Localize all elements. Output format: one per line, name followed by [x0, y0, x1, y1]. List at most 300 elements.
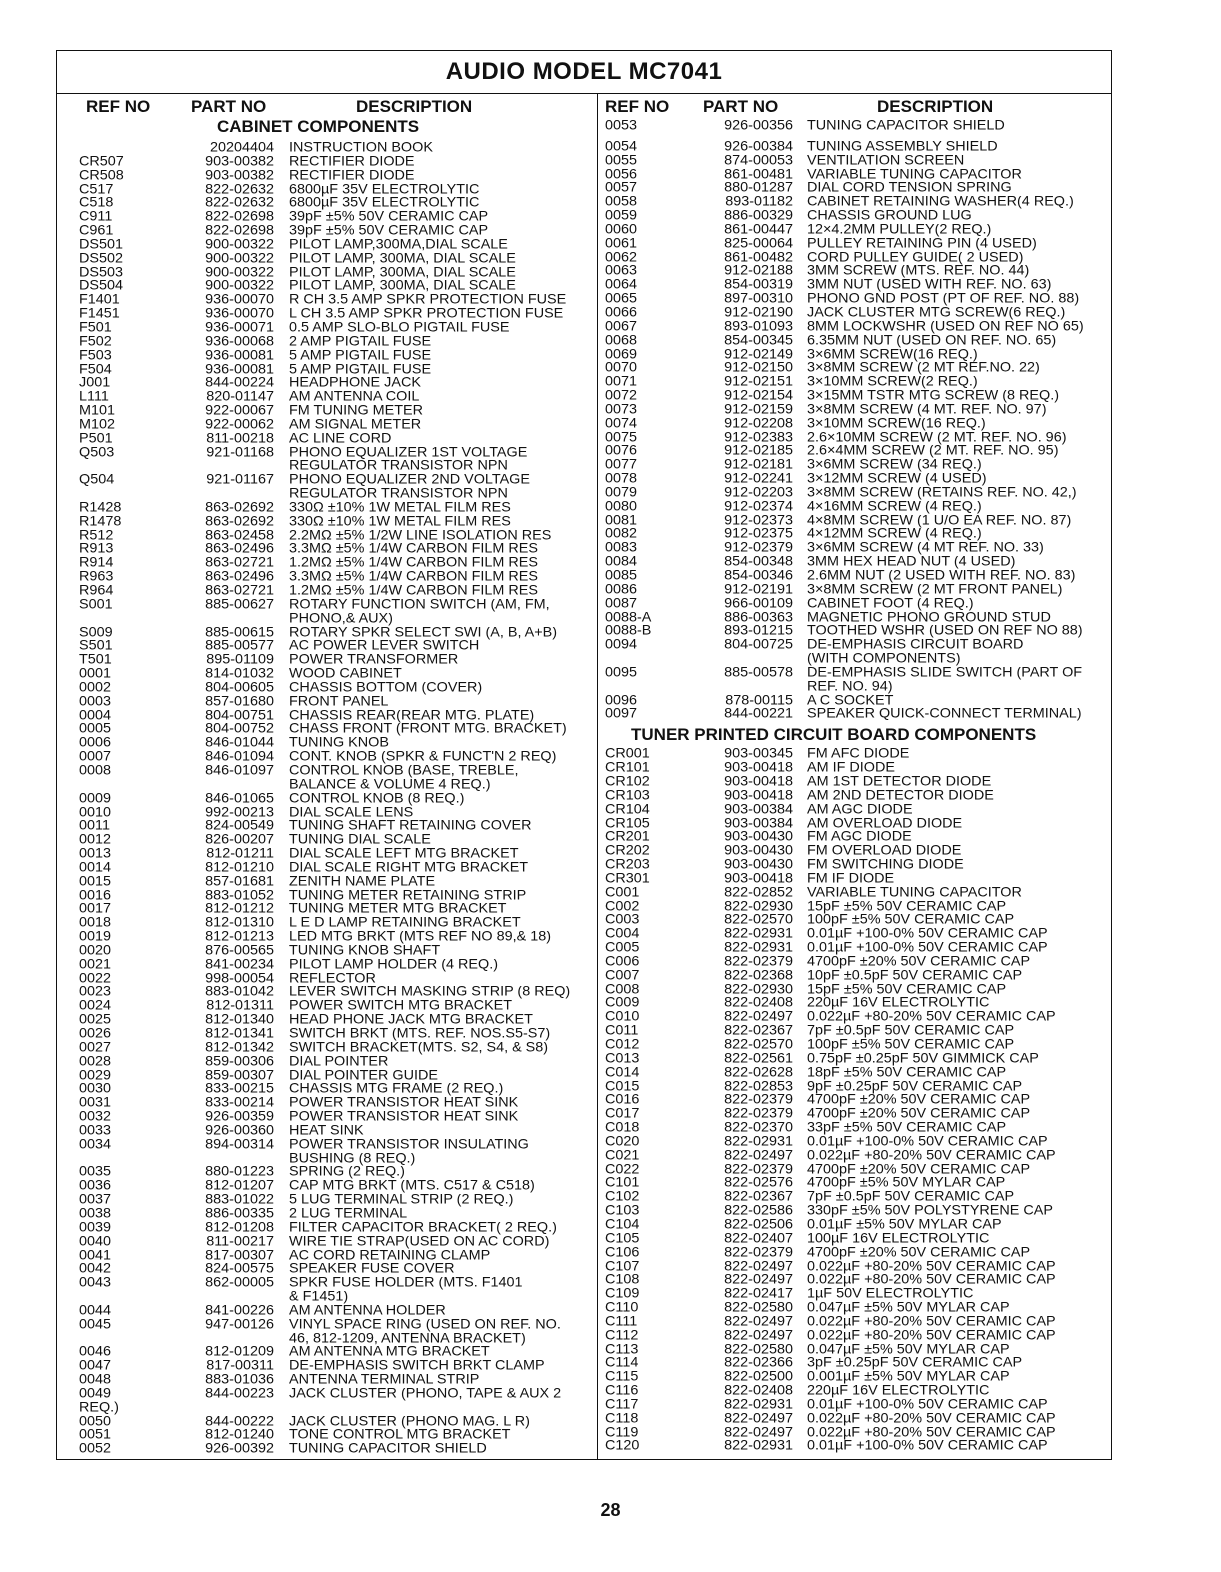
description: 39pF ±5% 50V CERAMIC CAP	[289, 211, 489, 225]
description: L CH 3.5 AMP SPKR PROTECTION FUSE	[289, 308, 564, 322]
part-no: 900-00322	[205, 278, 274, 294]
ref-no: 0025	[79, 1012, 112, 1028]
part-no: 903-00430	[724, 857, 793, 873]
part-no: 966-00109	[724, 595, 793, 611]
table-row	[599, 376, 1111, 389]
description: 0.047µF ±5% 50V MYLAR CAP	[807, 1302, 1010, 1316]
ref-no: 0004	[79, 707, 112, 723]
part-no: 846-01044	[205, 735, 274, 751]
ref-no: R964	[79, 583, 114, 599]
table-row	[599, 346, 1111, 362]
ref-no: DS503	[79, 264, 124, 280]
part-no: 874-00053	[724, 152, 793, 168]
ref-no: CR508	[79, 167, 124, 183]
part-no: 812-01311	[206, 998, 274, 1014]
part-no: 841-00226	[205, 1302, 274, 1319]
ref-no: C016	[605, 1092, 640, 1108]
description: TUNING METER RETAINING STRIP	[289, 889, 527, 903]
table-row	[57, 859, 595, 876]
description: 2.6MM NUT (2 USED WITH REF. NO. 83)	[807, 570, 1076, 584]
part-no: 903-00345	[724, 746, 793, 762]
part-no: 812-01240	[205, 1427, 274, 1443]
part-no: 811-00218	[206, 430, 274, 447]
description: TUNING METER MTG BRACKET	[289, 903, 507, 917]
description: 15pF ±5% 50V CERAMIC CAP	[807, 983, 1007, 997]
part-no: 880-01287	[724, 180, 793, 196]
ref-no: Q503	[79, 444, 115, 460]
description: 2 LUG TERMINAL	[289, 1207, 408, 1222]
table-row	[599, 1219, 1111, 1232]
part-no: 903-00418	[724, 870, 793, 887]
part-no: 812-01341	[205, 1026, 274, 1042]
part-no	[171, 613, 289, 626]
part-no-header: PART NO	[703, 97, 779, 116]
ref-no: C002	[605, 898, 640, 914]
description: PILOT LAMP,300MA,DIAL SCALE	[289, 238, 508, 253]
description: CHASSIS MTG FRAME (2 REQ.)	[289, 1083, 504, 1097]
ref-no: L111	[79, 389, 109, 405]
description-header: DESCRIPTION	[356, 97, 473, 116]
description: 4700pF ±20% 50V CERAMIC CAP	[807, 1108, 1031, 1122]
part-no: 936-00068	[205, 333, 274, 350]
ref-no: F504	[79, 361, 112, 377]
table-row	[57, 1413, 595, 1429]
description: 39pF ±5% 50V CERAMIC CAP	[289, 225, 489, 239]
part-no: 822-02930	[724, 898, 793, 914]
table-row	[57, 682, 595, 695]
table-row	[57, 596, 595, 613]
description: 0.01µF +100-0% 50V CERAMIC CAP	[807, 1135, 1048, 1150]
table-row	[57, 585, 595, 598]
ref-no: C020	[605, 1134, 640, 1150]
table-row	[599, 429, 1111, 445]
table-row	[57, 557, 595, 570]
description: A C SOCKET	[807, 694, 894, 708]
description: TUNING CAPACITOR SHIELD	[807, 120, 1005, 134]
part-no: 883-01052	[205, 887, 274, 903]
table-row	[599, 152, 1111, 168]
part-no: 822-02370	[724, 1120, 793, 1136]
part-no: 863-02692	[205, 500, 274, 516]
description: 0.001µF ±5% 50V MYLAR CAP	[807, 1371, 1010, 1385]
description: 0.022µF +80-20% 50V CERAMIC CAP	[807, 1274, 1056, 1288]
ref-no	[57, 460, 171, 473]
description: LED MTG BRKT (MTS REF NO 89,& 18)	[289, 931, 552, 945]
part-no: 926-00359	[205, 1109, 274, 1125]
description: DIAL POINTER GUIDE	[289, 1069, 438, 1083]
part-no: 854-00346	[724, 568, 793, 584]
part-no: 804-00751	[205, 707, 274, 723]
part-no: 926-00356	[724, 118, 793, 134]
table-row	[57, 624, 595, 640]
description: FM OVERLOAD DIODE	[807, 845, 962, 859]
part-no: 912-02190	[724, 305, 793, 321]
table-row	[57, 322, 595, 335]
part-no: 912-02379	[724, 540, 793, 556]
table-row	[599, 279, 1111, 292]
part-no: 912-02150	[724, 360, 793, 376]
part-no: 20204404	[209, 140, 274, 156]
part-no: 822-02580	[724, 1341, 793, 1357]
table-row	[57, 1000, 595, 1013]
description: MAGNETIC PHONO GROUND STUD	[807, 611, 1051, 625]
part-no: 903-00430	[724, 843, 793, 859]
table-row	[57, 1277, 595, 1290]
part-no: 912-02375	[724, 526, 793, 542]
description: DIAL SCALE LENS	[289, 806, 414, 820]
table-row	[599, 1064, 1111, 1080]
table-row	[57, 668, 595, 681]
description: AM IF DIODE	[807, 762, 895, 776]
part-no: 822-02367	[724, 1023, 793, 1039]
part-no: 822-02408	[724, 1383, 793, 1399]
description-header: DESCRIPTION	[877, 97, 994, 116]
table-row	[599, 762, 1111, 775]
description: 5 LUG TERMINAL STRIP (2 REQ.)	[289, 1194, 514, 1208]
part-no: 822-02366	[724, 1355, 793, 1371]
part-no: 844-00224	[205, 375, 274, 391]
description: 0.022µF +80-20% 50V CERAMIC CAP	[807, 1260, 1056, 1274]
description: TUNING ASSEMBLY SHIELD	[807, 140, 998, 154]
description: 7pF ±0.5pF 50V CERAMIC CAP	[807, 1025, 1015, 1039]
part-no: 822-02930	[724, 981, 793, 997]
description: HEAT SINK	[289, 1124, 364, 1139]
part-no: 912-02383	[724, 429, 793, 445]
part-no: 912-02241	[724, 471, 793, 487]
description: 3.3MΩ ±5% 1/4W CARBON FILM RES	[289, 543, 538, 557]
ref-no: 0048	[79, 1372, 112, 1388]
ref-no: 0024	[79, 998, 112, 1014]
description: WOOD CABINET	[289, 668, 402, 682]
description: 4×16MM SCREW (4 REQ.)	[807, 500, 982, 514]
table-row	[599, 1440, 1111, 1453]
table-row	[599, 120, 1111, 133]
ref-no: 0033	[79, 1123, 112, 1139]
table-row	[599, 787, 1111, 804]
table-row	[599, 928, 1111, 941]
ref-no: 0079	[605, 485, 638, 501]
description: 0.01µF ±5% 50V MYLAR CAP	[807, 1218, 1002, 1233]
description: 330Ω ±10% 1W METAL FILM RES	[289, 515, 511, 529]
part-no: 822-02853	[724, 1078, 793, 1094]
part-no: 893-01215	[724, 623, 793, 639]
description: PILOT LAMP, 300MA, DIAL SCALE	[289, 280, 516, 294]
description: HEAD PHONE JACK MTG BRACKET	[289, 1014, 533, 1028]
ref-no	[57, 779, 171, 792]
part-no: 822-02570	[724, 912, 793, 928]
ref-no: 0014	[79, 859, 112, 876]
table-row	[599, 1205, 1111, 1218]
table-row	[57, 1388, 595, 1401]
part-no: 822-02628	[724, 1064, 793, 1080]
description: 3×8MM SCREW (RETAINS REF. NO. 42,)	[807, 486, 1077, 501]
description: 3pF ±0.25pF 50V CERAMIC CAP	[807, 1357, 1023, 1371]
description: TUNING DIAL SCALE	[289, 834, 431, 848]
ref-no: 0059	[605, 208, 638, 224]
description: L E D LAMP RETAINING BRACKET	[289, 917, 521, 931]
description: 15pF ±5% 50V CERAMIC CAP	[807, 900, 1007, 914]
ref-no: 0074	[605, 415, 638, 432]
table-row	[57, 1374, 595, 1387]
ref-no: 0023	[79, 984, 112, 1000]
part-no: 921-01168	[206, 444, 274, 460]
ref-no: 0087	[605, 595, 638, 611]
table-row	[599, 1313, 1111, 1330]
description: AM ANTENNA MTG BRACKET	[289, 1346, 490, 1360]
part-no: 822-02379	[724, 954, 793, 970]
part-no: 863-02496	[205, 541, 274, 557]
ref-no: 0055	[605, 152, 638, 168]
ref-no: 0062	[605, 249, 638, 265]
description: POWER TRANSFORMER	[289, 654, 459, 668]
ref-no: 0051	[79, 1427, 112, 1443]
table-row	[599, 196, 1111, 209]
parts-list-frame	[56, 50, 1112, 1460]
table-row	[57, 474, 595, 487]
description: CHASSIS REAR(REAR MTG. PLATE)	[289, 709, 535, 723]
part-no: 886-00363	[724, 609, 793, 625]
description: 0.01µF +100-0% 50V CERAMIC CAP	[807, 942, 1048, 956]
part-no: 903-00430	[724, 829, 793, 845]
table-row	[57, 250, 595, 267]
description: 3×10MM SCREW(2 REQ.)	[807, 376, 978, 390]
table-row	[599, 415, 1111, 432]
ref-no: C120	[605, 1438, 640, 1454]
part-no: 822-02497	[724, 1327, 793, 1344]
part-no: 804-00605	[205, 680, 274, 696]
table-row	[599, 639, 1111, 652]
table-row	[599, 1424, 1111, 1440]
ref-no: C108	[605, 1272, 640, 1288]
table-row	[599, 1410, 1111, 1427]
table-row	[57, 1097, 595, 1110]
table-row	[57, 613, 595, 626]
table-row	[57, 1291, 595, 1304]
description: PHONO EQUALIZER 2ND VOLTAGE	[289, 474, 530, 488]
part-no: 822-02576	[724, 1175, 793, 1191]
table-row	[599, 528, 1111, 541]
part-no: 812-01211	[206, 846, 274, 862]
description: 0.022µF +80-20% 50V CERAMIC CAP	[807, 1329, 1056, 1343]
description: 6800µF 35V ELECTROLYTIC	[289, 183, 480, 197]
ref-no: C004	[605, 926, 640, 942]
ref-no: 0072	[605, 388, 638, 404]
table-row	[599, 1258, 1111, 1274]
table-row	[599, 967, 1111, 984]
table-row	[57, 917, 595, 930]
part-no: 854-00348	[724, 554, 793, 570]
table-row	[599, 581, 1111, 598]
table-row	[57, 333, 595, 350]
part-no: 822-02931	[724, 1134, 793, 1150]
description: SPEAKER FUSE COVER	[289, 1263, 455, 1277]
description: 10pF ±0.5pF 50V CERAMIC CAP	[807, 969, 1023, 983]
description: DIAL SCALE RIGHT MTG BRACKET	[289, 861, 529, 876]
table-row	[57, 361, 595, 377]
description: POWER TRANSISTOR HEAT SINK	[289, 1111, 519, 1125]
column-divider	[597, 93, 598, 1459]
table-row	[57, 654, 595, 667]
ref-no: 0032	[79, 1109, 112, 1125]
part-no: 903-00384	[724, 801, 793, 817]
part-no: 885-00578	[724, 665, 793, 681]
ref-no: R1478	[79, 513, 122, 530]
part-no: 822-02407	[724, 1230, 793, 1247]
table-row	[57, 502, 595, 515]
table-row	[599, 997, 1111, 1010]
table-row	[57, 513, 595, 530]
table-row	[599, 362, 1111, 375]
part-no: 822-02931	[724, 940, 793, 956]
table-row	[57, 640, 595, 653]
table-row	[599, 870, 1111, 887]
ref-no: CR001	[605, 746, 650, 762]
table-row	[599, 815, 1111, 831]
ref-no: C118	[605, 1410, 639, 1427]
table-row	[599, 1288, 1111, 1301]
ref-no: 0038	[79, 1206, 112, 1222]
table-row	[599, 512, 1111, 528]
table-row	[599, 1191, 1111, 1204]
description: PILOT LAMP HOLDER (4 REQ.)	[289, 958, 498, 972]
part-no: 812-01342	[205, 1039, 274, 1056]
part-no: 926-00392	[205, 1441, 274, 1457]
description: 3×8MM SCREW (4 MT. REF. NO. 97)	[807, 403, 1047, 418]
ref-no: 0019	[79, 929, 112, 945]
table-row	[57, 1083, 595, 1096]
ref-no: 0015	[79, 873, 112, 890]
ref-no: 0086	[605, 581, 638, 598]
description: POWER SWITCH MTG BRACKET	[289, 1000, 513, 1014]
table-row	[57, 834, 595, 847]
part-no: 822-02497	[724, 1147, 793, 1164]
part-no: 863-02721	[205, 583, 274, 599]
description: & F1451)	[289, 1291, 349, 1305]
part-no: 820-01147	[206, 389, 274, 405]
part-no: 922-00067	[205, 403, 274, 419]
description: AM ANTENNA COIL	[289, 391, 420, 405]
part-no: 926-00384	[724, 138, 793, 155]
description: 33pF ±5% 50V CERAMIC CAP	[807, 1122, 1007, 1136]
description: REF. NO. 94)	[807, 680, 893, 694]
part-no: 998-00054	[205, 970, 274, 986]
description: FM AFC DIODE	[807, 748, 910, 762]
table-row	[57, 1208, 595, 1221]
ref-no: 0001	[79, 666, 112, 682]
description: 5 AMP PIGTAIL FUSE	[289, 349, 432, 363]
ref-no: T501	[79, 652, 112, 668]
ref-no: C117	[605, 1397, 639, 1413]
description: AM ANTENNA HOLDER	[289, 1304, 446, 1319]
ref-no: 0083	[605, 540, 638, 556]
ref-no: C113	[605, 1341, 639, 1357]
table-row	[599, 1385, 1111, 1398]
table-row	[599, 1302, 1111, 1315]
description: VINYL SPACE RING (USED ON REF. NO.	[289, 1318, 561, 1332]
ref-no: C116	[605, 1383, 639, 1399]
left-column	[57, 95, 595, 1457]
table-row	[599, 1274, 1111, 1287]
description: CHASSIS BOTTOM (COVER)	[289, 681, 483, 696]
description: 6800µF 35V ELECTROLYTIC	[289, 197, 480, 211]
ref-no: 0006	[79, 735, 112, 751]
description: 3MM HEX HEAD NUT (4 USED)	[807, 556, 1016, 570]
description: AC POWER LEVER SWITCH	[289, 640, 480, 654]
part-no: 822-02497	[724, 1410, 793, 1427]
ref-no: 0042	[79, 1261, 112, 1277]
ref-no: M102	[79, 416, 115, 433]
right-column-header	[599, 95, 1111, 117]
part-no: 903-00418	[724, 760, 793, 776]
ref-no: 0067	[605, 318, 638, 335]
table-row	[599, 1327, 1111, 1344]
ref-no: C003	[605, 912, 640, 928]
part-no: 822-02497	[724, 1313, 793, 1330]
part-no: 912-02374	[724, 498, 793, 515]
description: AM 2ND DETECTOR DIODE	[807, 789, 994, 803]
description: 3×12MM SCREW (4 USED)	[807, 473, 987, 487]
description: INSTRUCTION BOOK	[289, 142, 433, 156]
table-row	[599, 332, 1111, 348]
description: 0.022µF +80-20% 50V CERAMIC CAP	[807, 1011, 1056, 1025]
ref-no: C013	[605, 1050, 640, 1067]
ref-no: 0063	[605, 263, 638, 279]
table-row	[57, 527, 595, 543]
table-row	[57, 1399, 595, 1416]
part-no: 863-02458	[205, 527, 274, 543]
ref-no: R512	[79, 527, 114, 543]
table-row	[57, 737, 595, 750]
ref-no: P501	[79, 430, 113, 447]
table-row	[57, 903, 595, 916]
description: TOOTHED WSHR (USED ON REF NO 88)	[807, 625, 1083, 639]
ref-no: C110	[605, 1300, 639, 1316]
ref-no: 0066	[605, 305, 638, 321]
ref-no: 0073	[605, 401, 638, 418]
table-row	[57, 693, 595, 710]
table-row	[599, 801, 1111, 817]
table-row	[57, 1125, 595, 1138]
table-row	[599, 942, 1111, 955]
description: ROTARY FUNCTION SWITCH (AM, FM,	[289, 598, 550, 612]
part-no: 859-00306	[205, 1053, 274, 1069]
ref-no: 0065	[605, 291, 638, 307]
description: 2.6×4MM SCREW (2 MT. REF. NO. 95)	[807, 445, 1059, 459]
part-no: 936-00070	[205, 292, 274, 308]
part-no: 804-00752	[205, 721, 274, 737]
ref-no: 0070	[605, 360, 638, 376]
ref-no: C105	[605, 1230, 640, 1247]
table-row	[57, 197, 595, 210]
part-no: 812-01212	[205, 901, 274, 917]
table-row	[57, 945, 595, 958]
part-no: 804-00725	[724, 637, 793, 653]
part-no	[695, 681, 807, 694]
ref-no: 0029	[79, 1067, 112, 1083]
ref-no: 0044	[79, 1302, 112, 1319]
table-row	[57, 1053, 595, 1069]
table-row	[57, 1219, 595, 1236]
description: 6.35MM NUT (USED ON REF. NO. 65)	[807, 334, 1057, 348]
ref-no: 0082	[605, 526, 638, 542]
ref-no: 0043	[79, 1275, 112, 1291]
table-row	[57, 1316, 595, 1333]
ref-no: C006	[605, 954, 640, 970]
cabinet-parts-list-continued	[599, 138, 1111, 722]
table-row	[599, 235, 1111, 252]
part-no: 880-01223	[205, 1164, 274, 1180]
page-number: 28	[600, 1500, 621, 1520]
